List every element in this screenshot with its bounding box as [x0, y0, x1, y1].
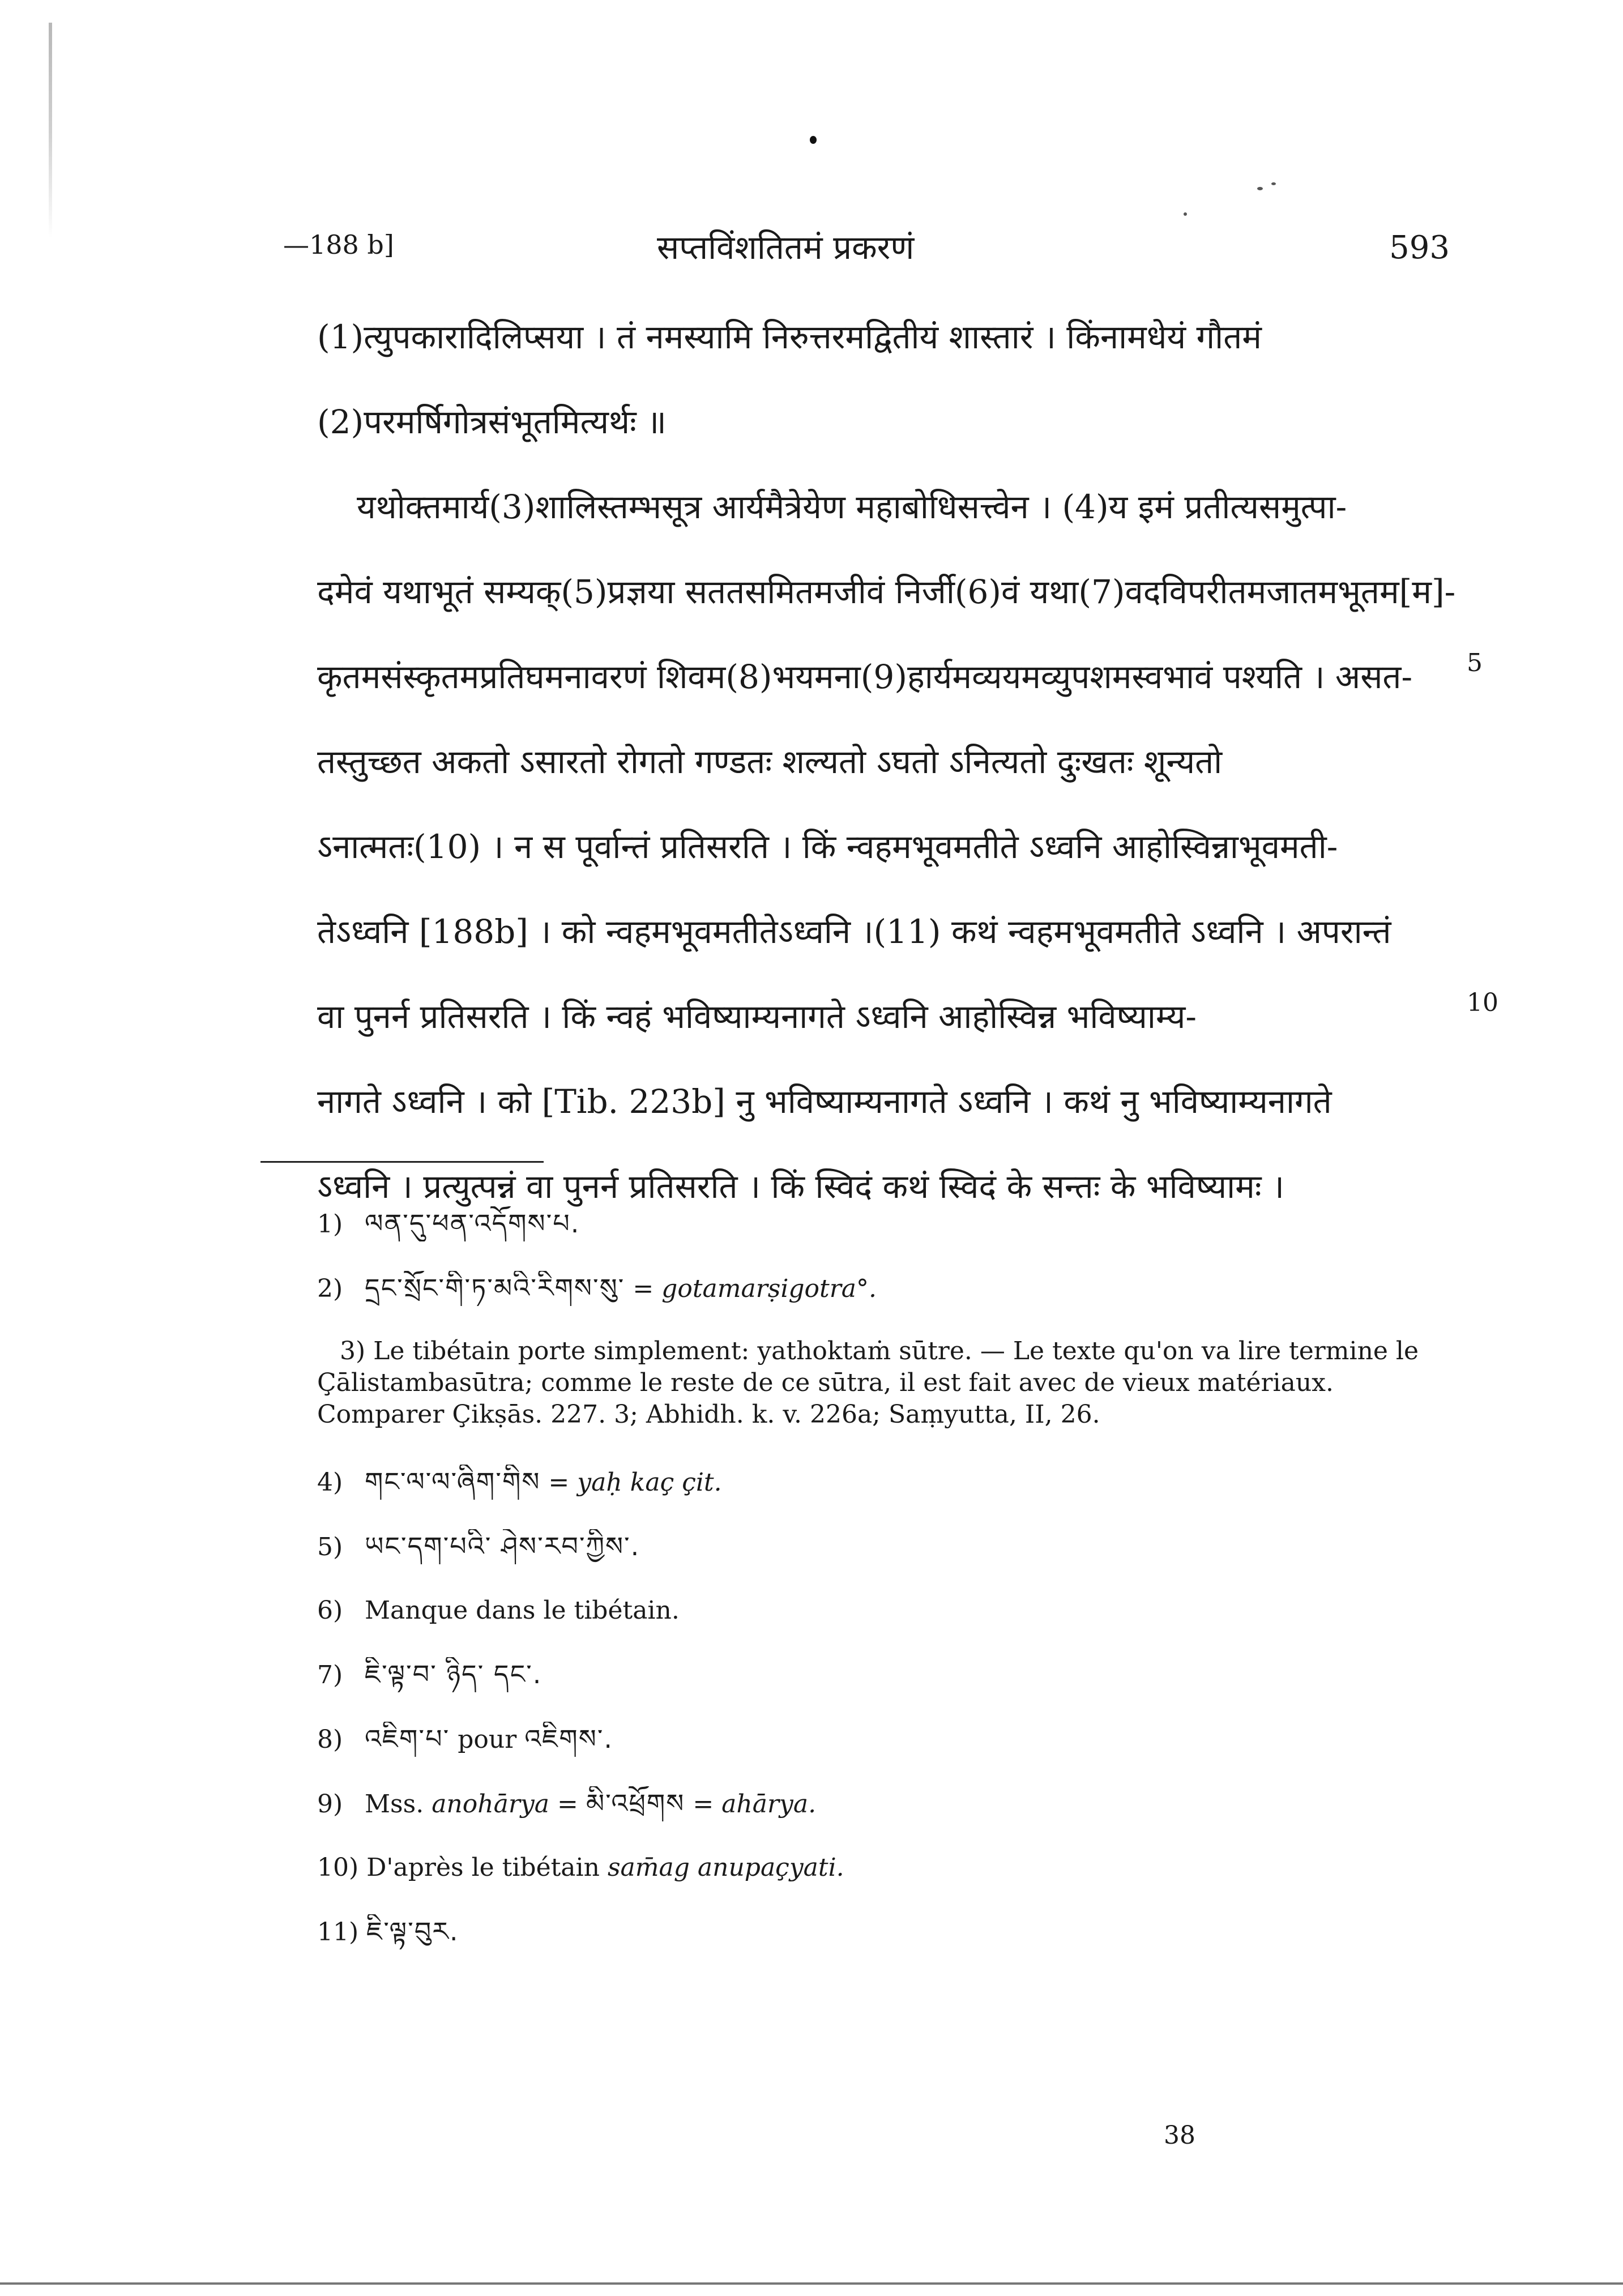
- text-line: [317, 379, 1455, 464]
- footnote-number: 6): [317, 1596, 343, 1625]
- footnote-number: 11): [317, 1918, 359, 1947]
- footnote-text: =: [557, 1790, 578, 1819]
- footnote-text: D'après le tibétain: [366, 1853, 600, 1882]
- text-line: [317, 974, 1455, 1059]
- footnote-8: [317, 1722, 1438, 1757]
- ink-speck: [1271, 182, 1276, 185]
- footnote-text: pour: [458, 1725, 517, 1754]
- ink-dot: [810, 136, 817, 144]
- header-left: —188 b]: [283, 229, 394, 260]
- tibetan-text: འཇིག་པ་: [365, 1723, 450, 1754]
- footnote-text: Le tibétain porte simplement: yathoktaṁ sūtre. — Le texte qu'on va lire termine le Çālistambasūtra; comme le reste de ce sūtra, il est fait avec de vieux matériaux. Comparer Çikṣās. 227. 3; Abhidh. k. v. 226a; Saṃyutta, II, 26.: [317, 1337, 1419, 1429]
- header-title: सप्तविंशतितमं प्रकरणं: [657, 228, 915, 267]
- text-line: [317, 804, 1455, 889]
- footnote-6: [317, 1594, 1438, 1628]
- scan-bottom-edge: [0, 2282, 1623, 2285]
- text-line: [317, 634, 1455, 719]
- ink-speck: [1257, 187, 1263, 190]
- transliteration: = yaḥ kaç çit.: [548, 1468, 722, 1497]
- tibetan-text: མི་འཕྲོགས: [586, 1788, 685, 1819]
- footnote-1: [317, 1206, 1438, 1241]
- footnote-text: Mss.: [365, 1790, 424, 1819]
- line-text: तस्तुच्छत अकतो ऽसारतो रोगतो गण्डतः शल्यतो ऽघतो ऽनित्यतो दुःखतः शून्यतो: [317, 742, 1223, 781]
- footnotes: [317, 1206, 1438, 1979]
- line-text: वा पुनर्न प्रतिसरति । किं न्वहं भविष्याम्यनागते ऽध्वनि आहोस्विन्न भविष्याम्य-: [317, 997, 1197, 1036]
- ink-speck: [1184, 212, 1187, 216]
- footnote-2: [317, 1271, 1438, 1306]
- footnote-rule: [260, 1161, 544, 1163]
- line-number-10: 10: [1467, 988, 1498, 1017]
- text-line: [317, 1059, 1455, 1144]
- transliteration: = gotamarṣigotra°.: [633, 1274, 877, 1303]
- text-line: [317, 549, 1455, 634]
- footnote-7: [317, 1657, 1438, 1692]
- footnote-number: 8): [317, 1725, 343, 1754]
- tibetan-text: ཇི་ལྟ་བུར.: [366, 1916, 459, 1947]
- page-header: [283, 224, 1450, 275]
- line-number-5: 5: [1467, 648, 1483, 677]
- line-text: कृतमसंस्कृतमप्रतिघमनावरणं शिवम(8)भयमना(9)हार्यमव्ययमव्युपशमस्वभावं पश्यति । असत-: [317, 658, 1413, 696]
- line-text: यथोक्तमार्य(3)शालिस्तम्भसूत्र आर्यमैत्रेयेण महाबोधिसत्त्वेन । (4)य इमं प्रतीत्यसमुत्पा-: [357, 488, 1347, 526]
- text-line: [317, 464, 1455, 549]
- line-text: दमेवं यथाभूतं सम्यक्(5)प्रज्ञया सततसमितमजीवं निर्जी(6)वं यथा(7)वदविपरीतमजातमभूतम[म]-: [317, 573, 1455, 611]
- signature-number: 38: [1164, 2121, 1195, 2150]
- transliteration: anohārya: [432, 1790, 549, 1819]
- line-text: नागते ऽध्वनि । को [Tib. 223b] नु भविष्याम्यनागते ऽध्वनि । कथं नु भविष्याम्यनागते: [317, 1082, 1332, 1121]
- footnote-10: [317, 1851, 1438, 1885]
- tibetan-text: གང་ལ་ལ་ཞིག་གིས: [365, 1466, 541, 1497]
- footnote-number: 4): [317, 1468, 343, 1497]
- tibetan-text: ཇི་ལྟ་བ་ ཉིད་ དང་.: [365, 1659, 543, 1689]
- footnote-9: [317, 1786, 1438, 1821]
- text-line: [317, 889, 1455, 974]
- footnote-number: 2): [317, 1274, 343, 1303]
- tibetan-text: ཡང་དག་པའི་ ཤེས་རབ་ཀྱིས་.: [365, 1531, 640, 1561]
- tibetan-text: དྲང་སྲོང་གི་ཏ་མའི་རིགས་སུ་: [365, 1273, 625, 1303]
- text-line: [317, 295, 1455, 379]
- text-line: [317, 719, 1455, 804]
- footnote-4: [317, 1465, 1438, 1500]
- scan-edge: [49, 23, 52, 238]
- tibetan-text: ལན་དུ་ཕན་འདོགས་པ.: [365, 1208, 580, 1239]
- page-number: 593: [1389, 229, 1450, 266]
- footnote-number: 1): [317, 1210, 343, 1239]
- footnote-number: 7): [317, 1661, 343, 1689]
- line-text: ऽध्वनि । प्रत्युत्पन्नं वा पुनर्न प्रतिसरति । किं स्विदं कथं स्विदं के सन्तः के भविष्यामः ।: [317, 1167, 1284, 1206]
- footnote-5: [317, 1529, 1438, 1564]
- footnote-11: [317, 1914, 1438, 1949]
- footnote-number: 9): [317, 1790, 343, 1819]
- footnote-number: 10): [317, 1853, 359, 1882]
- line-text: ऽनात्मतः(10) । न स पूर्वान्तं प्रतिसरति । किं न्वहमभूवमतीते ऽध्वनि आहोस्विन्नाभूवमती-: [317, 827, 1338, 866]
- tibetan-text: འཇིགས་.: [524, 1723, 614, 1754]
- footnote-text: Manque dans le tibétain.: [365, 1596, 680, 1625]
- sanskrit-body: [317, 295, 1455, 1229]
- line-text: (1)त्युपकारादिलिप्सया । तं नमस्यामि निरुत्तरमद्वितीयं शास्तारं । किंनामधेयं गौतमं: [317, 318, 1262, 356]
- transliteration: = ahārya.: [693, 1790, 817, 1819]
- footnote-number: 5): [317, 1533, 343, 1561]
- transliteration: sam̄ag anupaçyati.: [607, 1853, 844, 1882]
- line-text: तेऽध्वनि [188b] । को न्वहमभूवमतीतेऽध्वनि ।(11) कथं न्वहमभूवमतीते ऽध्वनि । अपरान्तं: [317, 912, 1391, 951]
- footnote-3: [317, 1335, 1438, 1431]
- line-text: (2)परमर्षिगोत्रसंभूतमित्यर्थः ॥: [317, 403, 667, 441]
- footnote-number: 3): [340, 1337, 366, 1365]
